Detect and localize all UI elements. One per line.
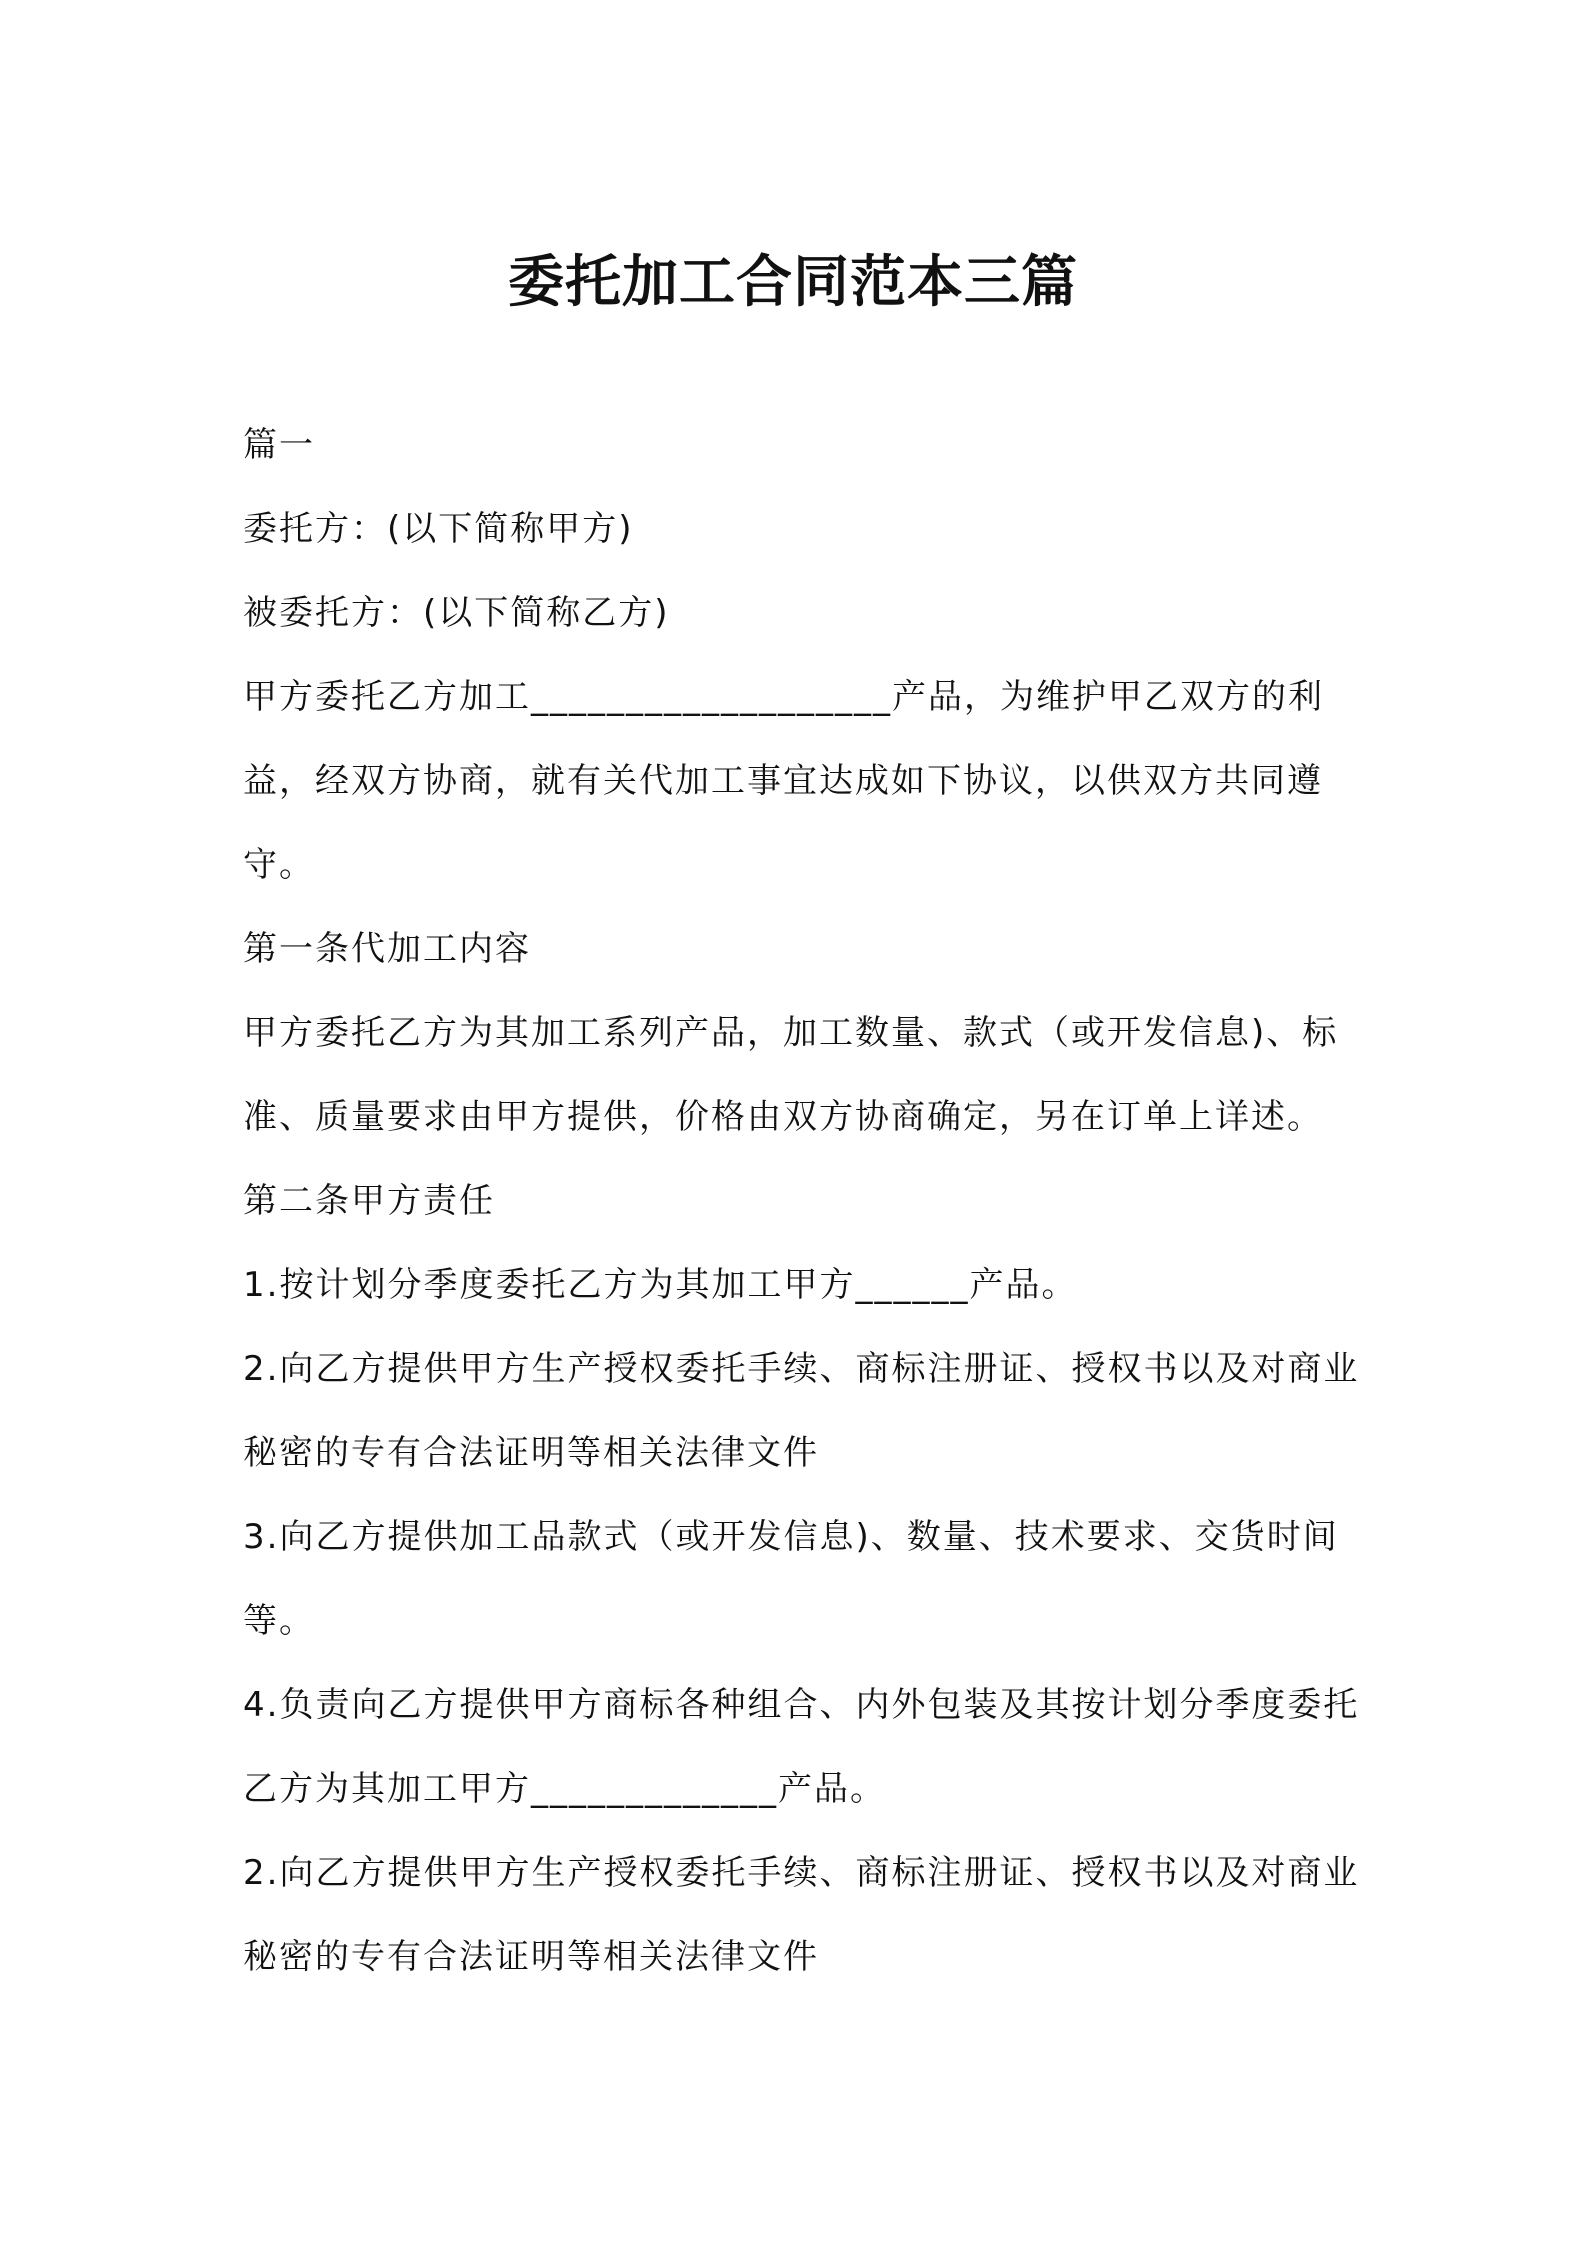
party-a-line: 委托方：(以下简称甲方) xyxy=(243,509,634,549)
intro-paragraph: 甲方委托乙方加工___________________产品，为维护甲乙双方的利益，经双方协商，就有关代加工事宜达成如下协议，以供双方共同遵守。 xyxy=(243,677,1324,885)
document-body xyxy=(243,403,1363,1999)
article-heading: 第二条甲方责任 xyxy=(243,1181,495,1221)
party-b-line: 被委托方：(以下简称乙方) xyxy=(243,593,670,633)
clause-item: 2.向乙方提供甲方生产授权委托手续、商标注册证、授权书以及对商业秘密的专有合法证明等相关法律文件 xyxy=(243,1349,1360,1473)
section-heading: 篇一 xyxy=(243,425,315,465)
clause-item: 3.向乙方提供加工品款式（或开发信息)、数量、技术要求、交货时间等。 xyxy=(243,1517,1339,1641)
article-heading: 第一条代加工内容 xyxy=(243,929,531,969)
clause-item: 1.按计划分季度委托乙方为其加工甲方______产品。 xyxy=(243,1265,1078,1305)
clause-item: 4.负责向乙方提供甲方商标各种组合、内外包装及其按计划分季度委托乙方为其加工甲方_____________产品。 xyxy=(243,1685,1360,1809)
article-paragraph: 甲方委托乙方为其加工系列产品，加工数量、款式（或开发信息)、标准、质量要求由甲方提供，价格由双方协商确定，另在订单上详述。 xyxy=(243,1013,1339,1137)
document-title: 委托加工合同范本三篇 xyxy=(508,249,1078,315)
clause-item: 2.向乙方提供甲方生产授权委托手续、商标注册证、授权书以及对商业秘密的专有合法证明等相关法律文件 xyxy=(243,1853,1360,1977)
